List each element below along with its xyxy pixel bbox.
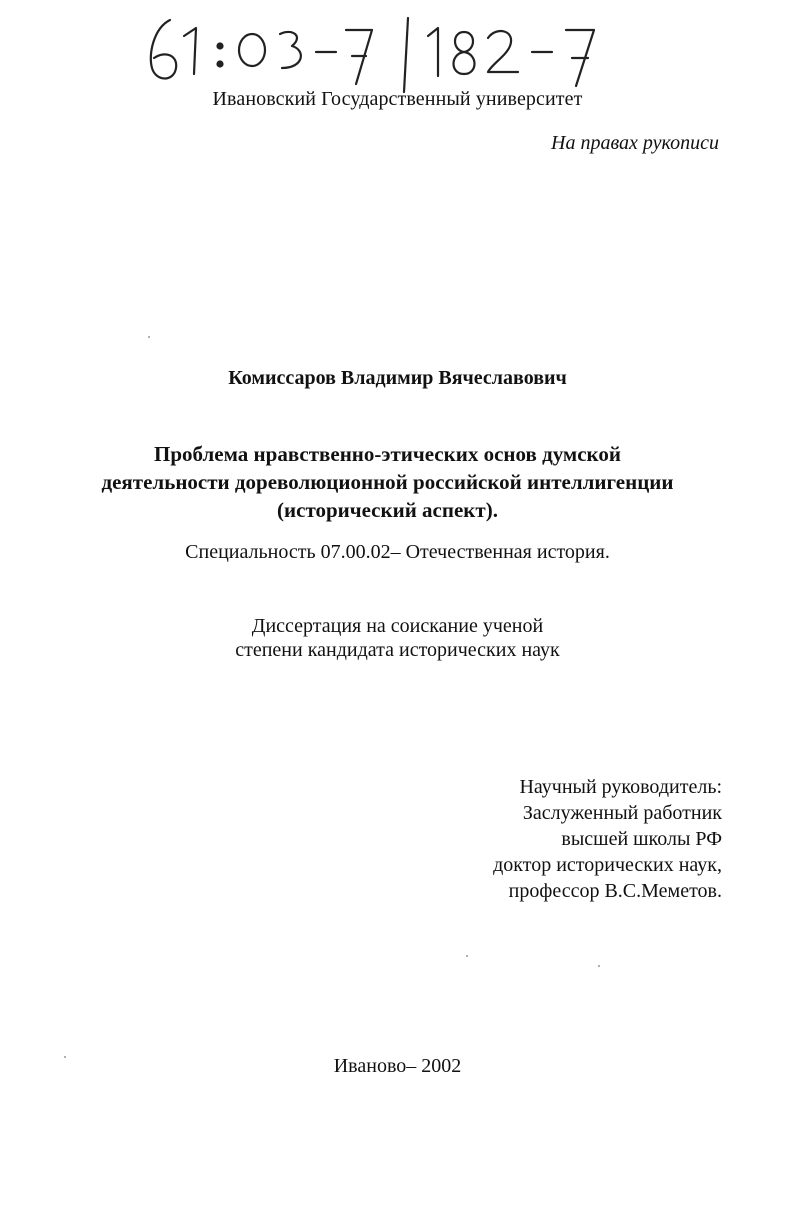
supervisor-line: Научный руководитель: bbox=[519, 776, 722, 798]
supervisor-line: Заслуженный работник bbox=[522, 802, 722, 824]
dissertation-title bbox=[60, 440, 715, 524]
degree-line: степени кандидата исторических наук bbox=[235, 639, 560, 661]
supervisor-line: доктор исторических наук, bbox=[493, 854, 722, 876]
scan-speck bbox=[598, 965, 600, 967]
supervisor-line: профессор В.С.Меметов. bbox=[508, 880, 722, 902]
scan-speck bbox=[148, 336, 150, 338]
supervisor-line: высшей школы РФ bbox=[561, 828, 722, 850]
title-line: деятельности дореволюционной российской интеллигенции bbox=[101, 470, 674, 494]
scan-speck bbox=[64, 1056, 66, 1058]
degree-line: Диссертация на соискание ученой bbox=[251, 615, 544, 637]
scan-speck bbox=[466, 955, 468, 957]
author-name: Комиссаров Владимир Вячеславович bbox=[228, 367, 567, 389]
rights-note: На правах рукописи bbox=[551, 132, 719, 154]
degree-statement bbox=[0, 614, 795, 662]
city-year: Иваново– 2002 bbox=[333, 1055, 462, 1077]
title-line: Проблема нравственно-этических основ думской bbox=[154, 442, 621, 466]
title-line: (исторический аспект). bbox=[277, 498, 498, 522]
speciality: Специальность 07.00.02– Отечественная история. bbox=[185, 541, 610, 563]
handwritten-archive-code bbox=[140, 6, 620, 96]
university-name: Ивановский Государственный университет bbox=[212, 88, 583, 110]
supervisor-block bbox=[493, 774, 722, 904]
